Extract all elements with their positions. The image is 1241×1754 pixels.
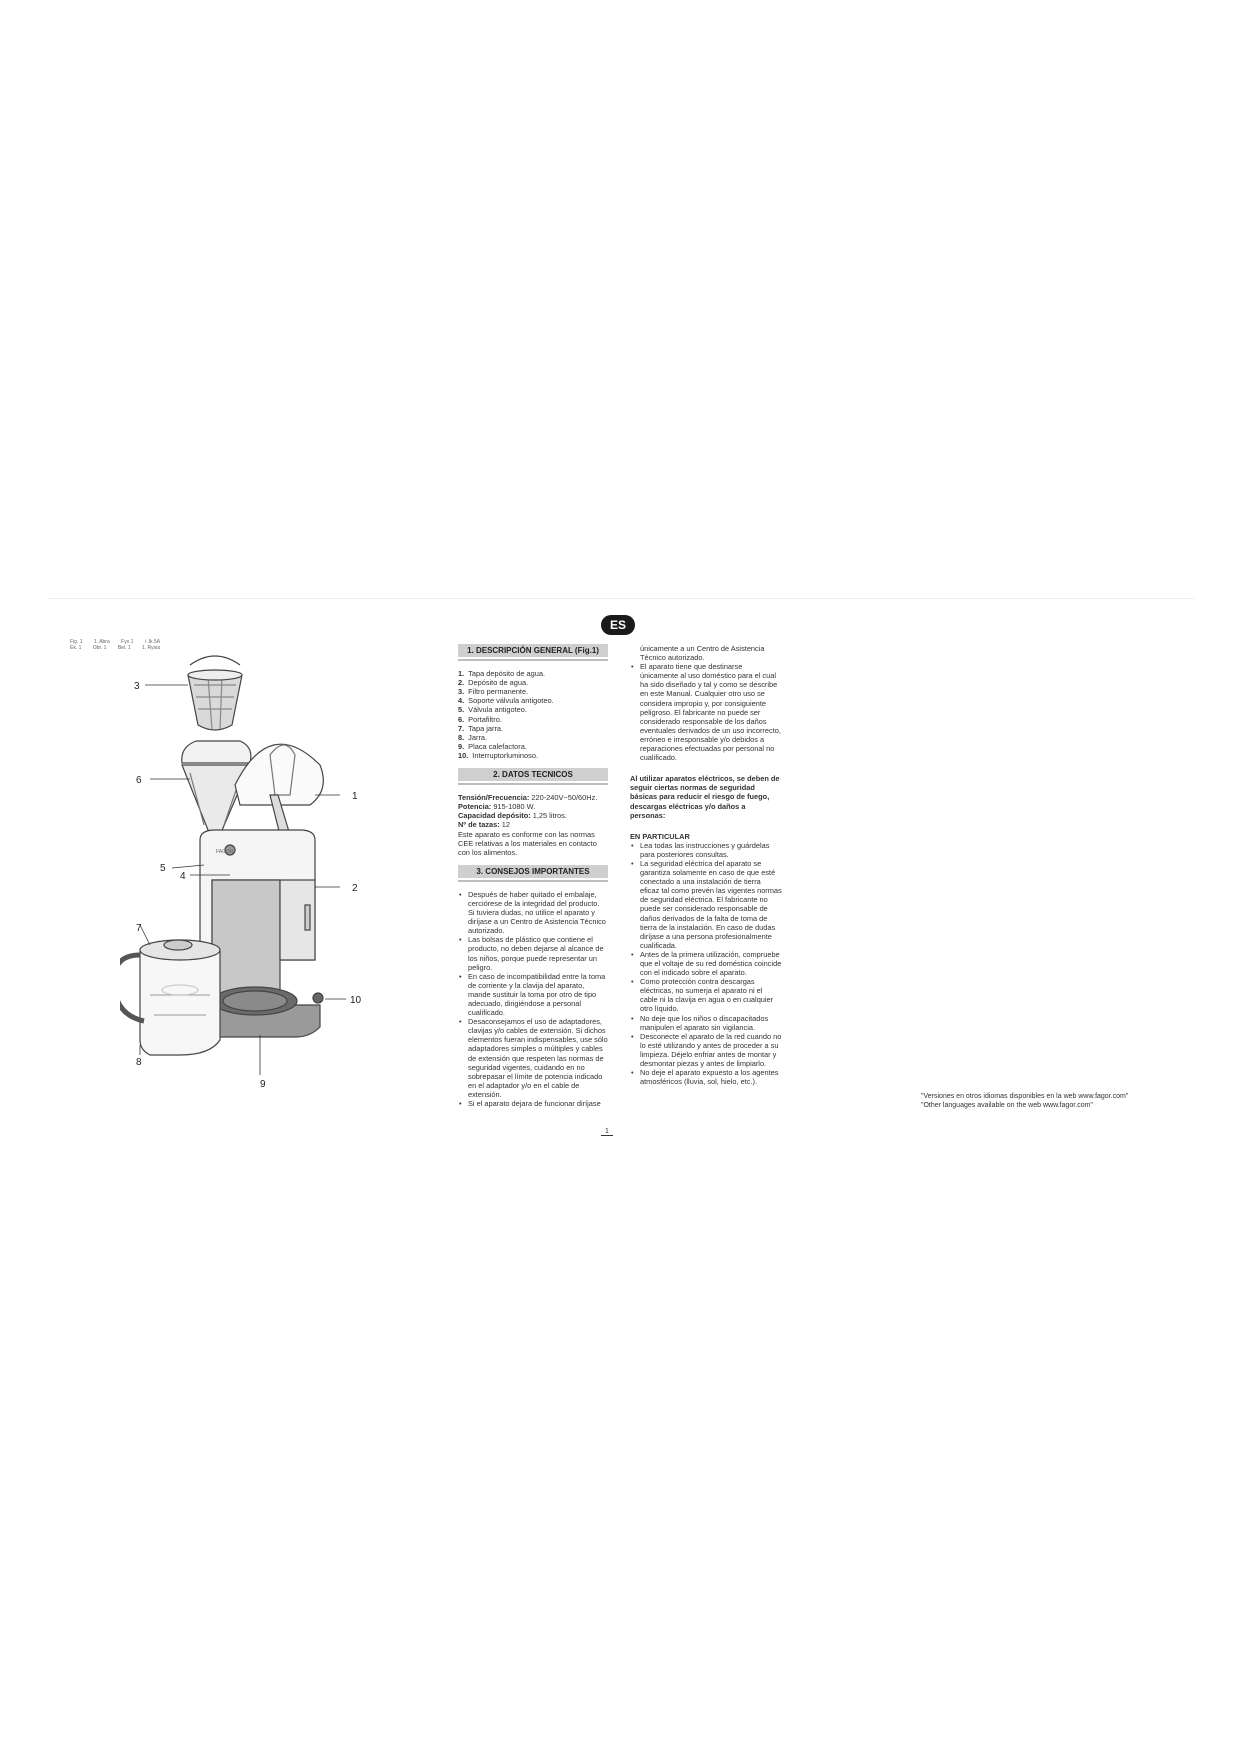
particular-list <box>630 841 782 1087</box>
callout-5: 5 <box>160 863 166 874</box>
list-item: • El aparato tiene que destinarse únicamente al uso doméstico para el cual ha sido diseñado y tal y como se describe en este Manual. Cualquier otro uso se considera impropio y, por consiguiente peligroso. El fabricante no puede ser considerado responsable de los daños eventuales derivados de un uso incorrecto, erróneo e irresponsable y/o debidos a reparaciones efectuadas por personal no cualificado. <box>630 662 782 762</box>
advice-list <box>458 890 608 1108</box>
compliance-note: Este aparato es conforme con las normas CEE relativas a los materiales en contacto con los alimentos. <box>458 829 597 857</box>
list-item: • En caso de incompatibilidad entre la toma de corriente y la clavija del aparato, mande sustituir la toma por otro de tipo adecuado, dirigiéndose a personal cualificado. <box>458 972 608 1017</box>
permanent-filter-drawing <box>188 656 242 730</box>
page-number: 1 <box>601 1128 613 1136</box>
section-heading: 3. CONSEJOS IMPORTANTES <box>458 865 608 878</box>
fig-label: Ek. 1 <box>70 645 82 651</box>
list-item: • No deje el aparato expuesto a los agentes atmosféricos (lluvia, sol, hielo, etc.). <box>630 1068 782 1086</box>
list-item: 1. Tapa depósito de agua. <box>458 669 546 679</box>
column-1 <box>458 644 608 1108</box>
list-item: 4. Soporte válvula antigoteo. <box>458 696 554 706</box>
section-heading: 1. DESCRIPCIÓN GENERAL (Fig.1) <box>458 644 608 657</box>
list-item: • Como protección contra descargas eléctricas, no sumerja el aparato ni el cable ni la clavija en agua o en cualquier otro líquido. <box>630 977 782 1013</box>
callout-4: 4 <box>180 871 186 882</box>
brand-logo-text: FAGOR <box>216 849 234 855</box>
list-item: 9. Placa calefactora. <box>458 741 527 751</box>
section-rule <box>458 783 608 785</box>
section-rule <box>458 659 608 661</box>
subheading: EN PARTICULAR <box>630 831 690 841</box>
callout-7: 7 <box>136 923 142 934</box>
list-item: • Si el aparato dejara de funcionar diríjase <box>458 1099 608 1108</box>
carafe-drawing <box>120 940 220 1055</box>
fig-label: 1. Rysia <box>142 645 161 651</box>
list-item: 7. Tapa jarra. <box>458 723 504 733</box>
figure-language-labels <box>70 639 170 651</box>
list-item: • Después de haber quitado el embalaje, cerciórese de la integridad del producto. Si tuviera dudas, no utilice el aparato y diríjase a un Centro de Asistencia Técnico autorizado. <box>458 890 608 935</box>
callout-8: 8 <box>136 1057 142 1068</box>
safety-warning: Al utilizar aparatos eléctricos, se deben de seguir ciertas normas de seguridad básicas para reducir el riesgo de fuego, descargas eléctricas y/o daños a personas: <box>630 774 780 820</box>
fig-label: 1. Abra <box>93 639 110 645</box>
list-item: • La seguridad eléctrica del aparato se garantiza solamente en caso de que esté conectado a una instalación de tierra eficaz tal como prevén las vigentes normas de seguridad eléctrica. El fabricante no puede ser considerado responsable de daños derivados de la falta de toma de tierra de la instalación. En caso de dudas diríjase a una persona profesionalmente cualificada. <box>630 859 782 950</box>
list-item: 8. Jarra. <box>458 732 488 742</box>
list-item: 2. Depósito de agua. <box>458 678 529 688</box>
footer-line: "Versiones en otros idiomas disponibles en la web www.fagor.com" <box>921 1093 1129 1100</box>
list-item: • Desaconsejamos el uso de adaptadores, clavijas y/o cables de extensión. Si dichos elementos fueran indispensables, use sólo adaptadores simples o múltiples y cables de extensión que respeten las normas de seguridad vigentes, cuidando en no sobrepasar el límite de potencia indicado en el adaptador y/o en el cable de extensión. <box>458 1017 608 1099</box>
list-item: 5. Válvula antigoteo. <box>458 705 527 715</box>
advice-list <box>630 662 782 762</box>
list-item: 3. Filtro permanente. <box>458 687 529 697</box>
fig-label: Fig. 1 <box>70 639 83 645</box>
callout-9: 9 <box>260 1079 266 1090</box>
list-item: 10. Interruptorluminoso. <box>458 750 539 760</box>
spec-row: Capacidad depósito: 1,25 litros. <box>458 811 567 821</box>
section-heading: 2. DATOS TECNICOS <box>458 768 608 781</box>
spec-row: Nº de tazas: 12 <box>458 820 510 830</box>
list-item: • No deje que los niños o discapacitados manipulen el aparato sin vigilancia. <box>630 1014 782 1032</box>
fig-label: Obr. 1 <box>92 645 107 651</box>
column-2 <box>630 644 782 1086</box>
footer-line: "Other languages available on the web www.fagor.com" <box>921 1102 1093 1109</box>
language-badge: ES <box>601 615 635 635</box>
callout-6: 6 <box>136 775 142 786</box>
fig-label: Bel. 1 <box>117 645 131 651</box>
list-item: • Desconecte el aparato de la red cuando no lo esté utilizando y antes de proceder a su limpieza. Déjelo enfriar antes de montar y desmontar piezas y antes de limpiarlo. <box>630 1032 782 1068</box>
list-item: • Lea todas las instrucciones y guárdelas para posteriores consultas. <box>630 841 782 859</box>
fig-label: Fyx 1 <box>121 639 134 645</box>
spec-row: Tensión/Frecuencia: 220-240V~50/60Hz. <box>458 793 598 803</box>
callout-2: 2 <box>352 883 358 894</box>
callout-10: 10 <box>350 995 362 1006</box>
fig-label: i .Ik.5A <box>144 639 161 645</box>
callout-3: 3 <box>134 681 140 692</box>
coffee-maker-illustration <box>120 655 420 1135</box>
callout-1: 1 <box>352 791 358 802</box>
spec-row: Potencia: 915-1080 W. <box>458 802 536 812</box>
footer-note <box>921 1092 1128 1110</box>
section-rule <box>458 880 608 882</box>
sheet-edge <box>48 598 1194 599</box>
list-item: • Las bolsas de plástico que contiene el producto, no deben dejarse al alcance de los niños, porque puede representar un peligro. <box>458 935 608 971</box>
list-item: • Antes de la primera utilización, compruebe que el voltaje de su red doméstica coincide con el indicado sobre el aparato. <box>630 950 782 977</box>
continuation-text: únicamente a un Centro de Asistencia Técnico autorizado. <box>640 644 765 663</box>
parts-list <box>458 669 608 760</box>
list-item: 6. Portafiltro. <box>458 714 502 724</box>
